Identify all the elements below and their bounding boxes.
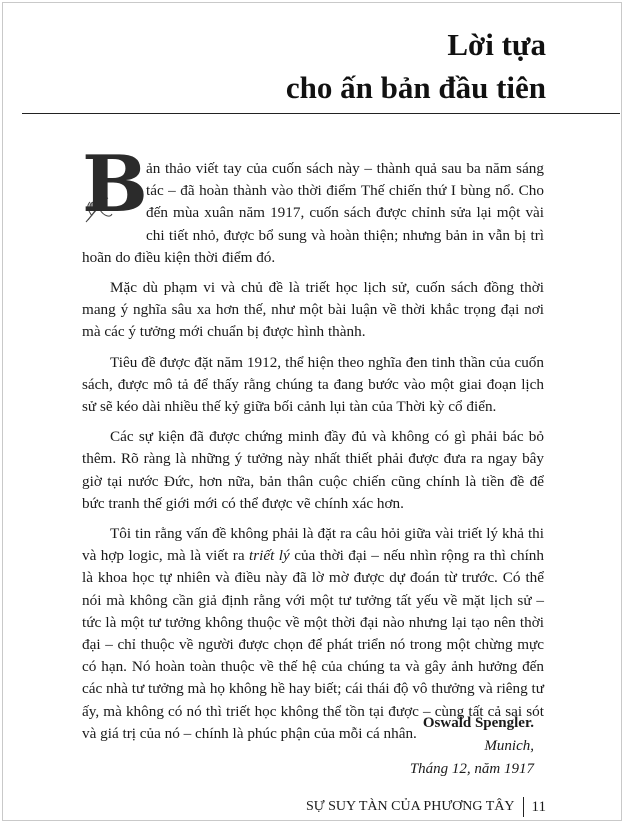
- dropcap: [82, 139, 148, 230]
- paragraph-4: Các sự kiện đã được chứng minh đầy đủ và không có gì phải bác bỏ thêm. Rõ ràng là những ý tưởng này nhất thiết phải được đưa ra ngay bây giờ tại nước Đức, hơn nữa, bản thân cuộc chiến cũng chính là tiền đề để bức tranh thế giới mới có thể được vẽ chính xác hơn.: [82, 428, 544, 512]
- paragraph-1: [82, 139, 544, 269]
- signature-date: Tháng 12, năm 1917: [409, 761, 534, 777]
- chapter-heading: [286, 24, 546, 110]
- footer-book-title: SỰ SUY TÀN CỦA PHƯƠNG TÂY: [305, 799, 515, 814]
- signature-place: Munich,: [484, 738, 534, 754]
- paragraph-5-before: Tôi tin rằng vấn đề không phải là đặt ra câu hỏi giữa vài triết lý khả thi và hợp logic, mà là viết ra: [82, 525, 544, 565]
- author-name: Oswald Spengler.: [422, 715, 534, 731]
- paragraph-3: Tiêu đề được đặt năm 1912, thể hiện theo nghĩa đen tinh thần của cuốn sách, được mô tả để thấy rằng chúng ta đang bước vào một giai đoạn lịch sử sẽ kéo dài nhiều thế kỷ giữa bối cảnh lụi tàn của Thời kỳ cổ điển.: [82, 353, 544, 416]
- page-footer: [306, 797, 546, 817]
- page-number: 11: [531, 798, 546, 815]
- heading-rule: [22, 113, 620, 114]
- heading-line-1: Lời tựa: [447, 27, 546, 62]
- heading-line-2: cho ấn bản đầu tiên: [285, 70, 546, 105]
- signature-block: [410, 712, 534, 781]
- dropcap-letter: B: [82, 139, 148, 230]
- paragraph-2: Mặc dù phạm vi và chủ đề là triết học lịch sử, cuốn sách đồng thời mang ý nghĩa sâu xa hơn thế, như một bài luận về thời khắc trọng đại nơi mà các ý tưởng mới chuẩn bị được hình thành.: [82, 279, 544, 341]
- paragraph-5-italic: triết lý: [249, 547, 290, 565]
- paragraph-1-text: ản thảo viết tay của cuốn sách này – thành quả sau ba năm sáng tác – đã hoàn thành vào thời điểm Thế chiến thứ I bùng nổ. Cho đến mùa xuân năm 1917, cuốn sách được chỉnh sửa lại một vài chi tiết nhỏ, được bổ sung và hoàn thiện; nhưng bản in vẫn bị trì hoãn do điều kiện thời điểm đó.: [82, 160, 544, 266]
- paragraph-5-after: của thời đại – nếu nhìn rộng ra thì chính là khoa học tự nhiên và điều này đã lờ mờ được dự đoán từ trước. Có thể nói mà không cần giả định rằng với một tư tưởng tất yếu về mặt lịch sử – tức là một tư tưởng không thuộc về một thời đại nào nhưng lại tạo nên thời đại – chỉ thuộc về người được chọn để phát triển nó trong một chừng mực có hạn. Nó hoàn toàn thuộc về thế hệ của chúng ta và gây ảnh hưởng đến các nhà tư tưởng mà họ không hề hay biết; cái thái độ vô thưởng và riêng tư ấy, mà không có nó thì triết học không thể tồn tại được – cùng tất cả sai sót và giá trị của nó – chính là phúc phận của mỗi cá nhân.: [82, 547, 544, 742]
- footer-separator: [523, 797, 524, 817]
- body-text: [82, 139, 544, 753]
